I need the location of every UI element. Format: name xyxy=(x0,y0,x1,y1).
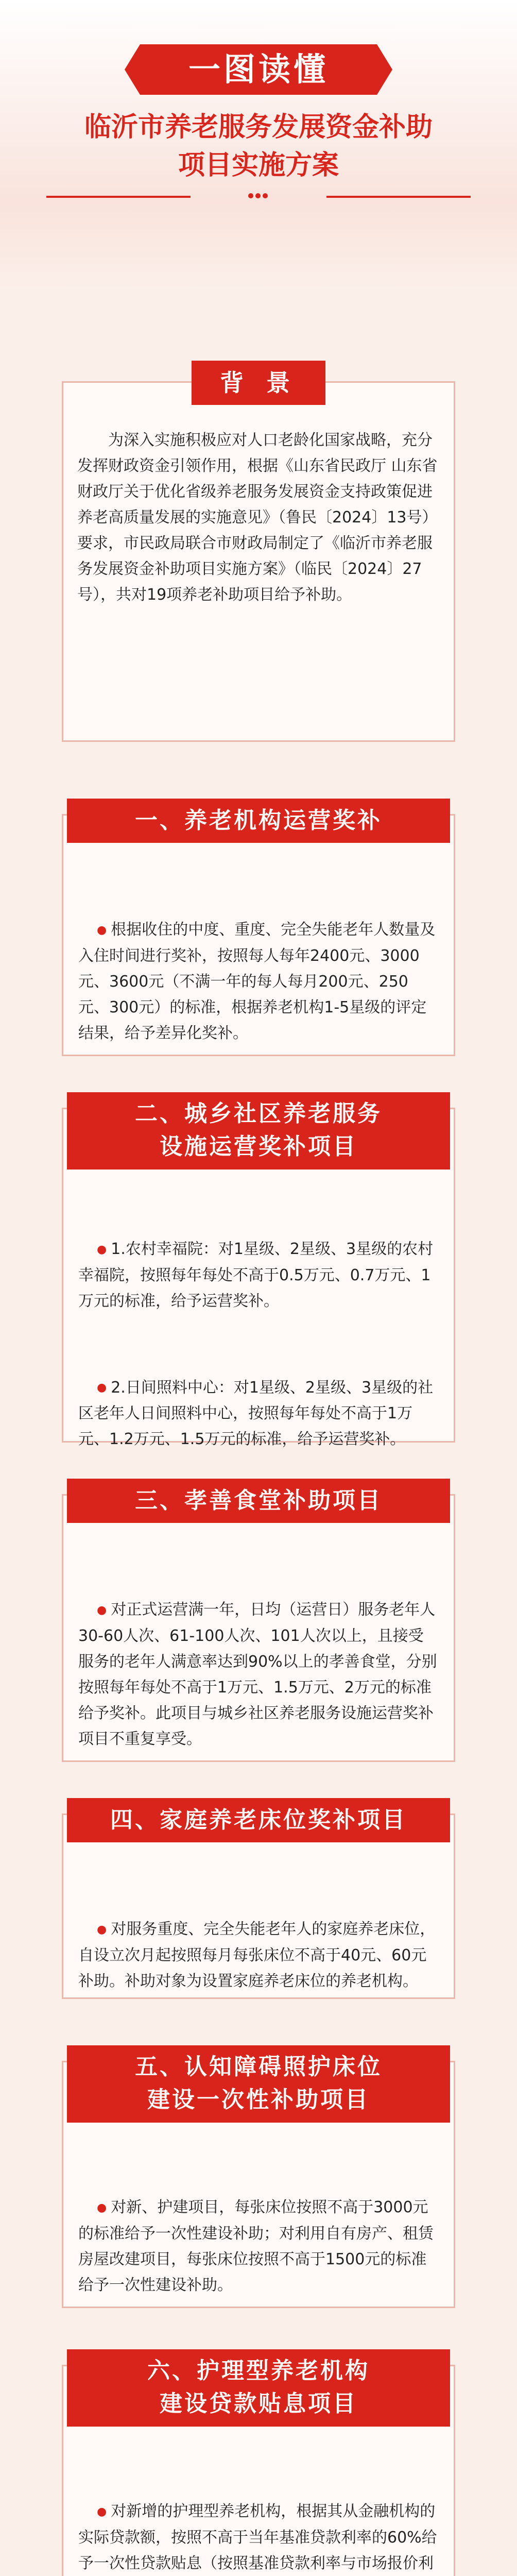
section-title-4: 四、家庭养老床位奖补项目 xyxy=(67,1798,450,1842)
bullet-icon: ● xyxy=(97,2505,107,2518)
background-text: 为深入实施积极应对人口老龄化国家战略，充分发挥财政资金引领作用，根据《山东省民政厅 山东省财政厅关于优化省级养老服务发展资金支持政策促进养老高质量发展的实施意见》（鲁民〔2024〕13号）要求，市民政局联合市财政局制定了《临沂市养老服务发展资金补助项目实施方案》（临民〔2024〕27号），共对19项养老补助项目给予补助。 xyxy=(77,431,438,604)
bullet-icon: ● xyxy=(97,1603,107,1617)
section-body-2 xyxy=(78,1185,439,1513)
title-divider-right xyxy=(326,196,471,198)
section-body-6 xyxy=(78,2447,439,2576)
bullet-icon: ● xyxy=(97,1243,107,1256)
page-title xyxy=(51,108,466,184)
section-3-item: ● 对正式运营满一年，日均（运营日）服务老年人30-60人次、61-100人次、101人次以上，且接受服务的老年人满意率达到90%以上的孝善食堂，分别按照每年每处不高于1万元、1.5万元、2万元的标准给予奖补。此项目与城乡社区养老服务设施运营奖补项目不重复享受。 xyxy=(78,1601,437,1748)
bullet-icon: ● xyxy=(97,1923,107,1936)
section-title-5: 五、认知障碍照护床位 建设一次性补助项目 xyxy=(67,2045,450,2123)
section-5-item: ● 对新、护建项目，每张床位按照不高于3000元的标准给予一次性建设补助；对利用自有房产、租赁房屋改建项目，每张床位按照不高于1500元的标准给予一次性建设补助。 xyxy=(78,2198,434,2294)
header xyxy=(0,0,517,289)
section-2-item: ● 2.日间照料中心：对1星级、2星级、3星级的社区老年人日间照料中心，按照每年每处不高于1万元、1.2万元、1.5万元的标准，给予运营奖补。 xyxy=(78,1378,434,1448)
section-body-5 xyxy=(78,2143,439,2359)
bullet-icon: ● xyxy=(97,1381,107,1394)
section-1-item: ● 根据收住的中度、重度、完全失能老年人数量及入住时间进行奖补，按照每人每年2400元、3000元、3600元（不满一年的每人每月200元、250元、300元）的标准，根据养老机构1-5星级的评定结果，给予差异化奖补。 xyxy=(78,921,436,1042)
section-body-1 xyxy=(78,866,439,1107)
section-title-2: 二、城乡社区养老服务 设施运营奖补项目 xyxy=(67,1092,450,1170)
section-title-3: 三、孝善食堂补助项目 xyxy=(67,1479,450,1523)
bullet-icon: ● xyxy=(97,2201,107,2214)
section-title-1 xyxy=(67,799,450,843)
section-title-6: 六、护理型养老机构 建设贷款贴息项目 xyxy=(67,2349,450,2427)
background-tag: 背 景 xyxy=(192,361,325,405)
section-body-4 xyxy=(78,1865,439,2055)
section-4-item: ● 对服务重度、完全失能老年人的家庭养老床位，自设立次月起按照每月每张床位不高于40元、60元补助。补助对象为设置家庭养老床位的养老机构。 xyxy=(78,1920,436,1990)
section-2-item: ● 1.农村幸福院：对1星级、2星级、3星级的农村幸福院，按照每年每处不高于0.5万元、0.7万元、1万元的标准，给予运营奖补。 xyxy=(78,1240,434,1310)
page-title-line2: 项目实施方案 xyxy=(178,150,339,181)
title-divider-left xyxy=(46,196,191,198)
section-6-item: ● 对新增的护理型养老机构，根据其从金融机构的实际贷款额，按照不高于当年基准贷款利率的60%给予一次性贷款贴息（按照基准贷款利率与市场报价利 xyxy=(78,2502,437,2572)
banner-label: 一图读懂 xyxy=(140,44,377,95)
title-dots xyxy=(247,191,270,202)
bullet-icon: ● xyxy=(97,923,107,937)
section-body-3 xyxy=(78,1546,439,1813)
section-title-1-text: 一、养老机构运营奖补 xyxy=(135,807,382,834)
page-title-line1: 临沂市养老服务发展资金补助 xyxy=(84,112,433,143)
